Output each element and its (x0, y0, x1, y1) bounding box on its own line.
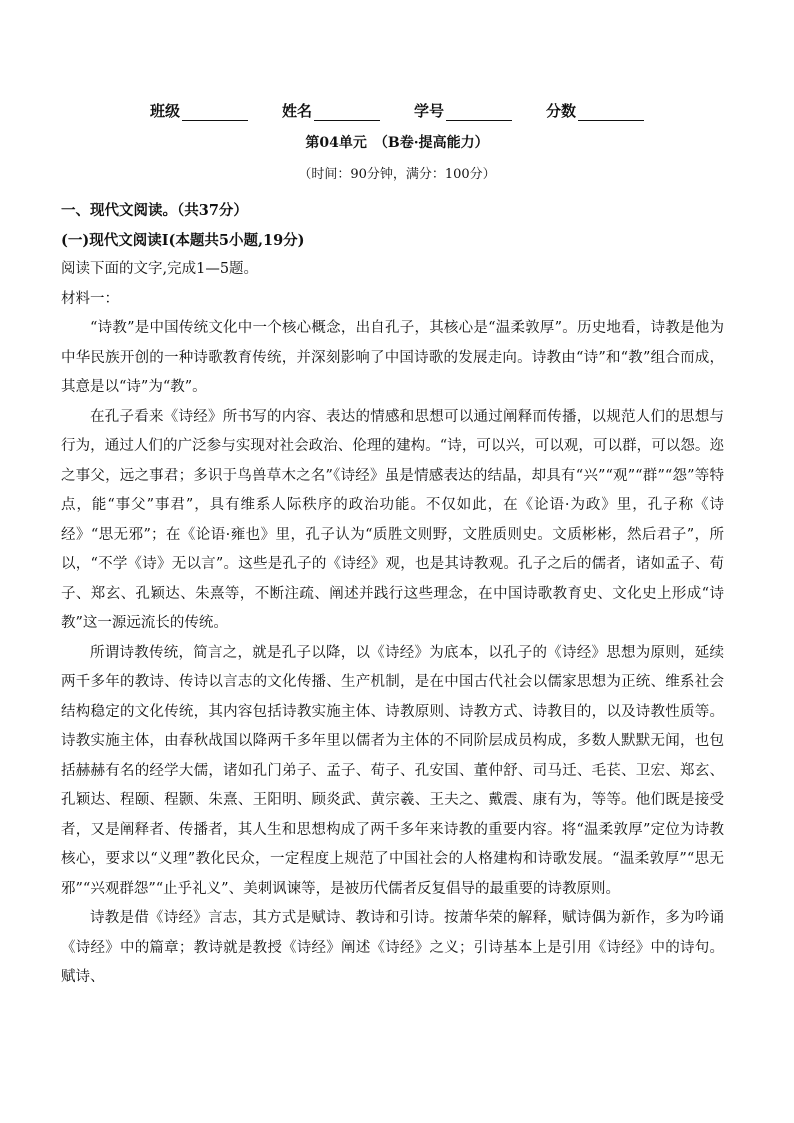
paragraph-2: 在孔子看来《诗经》所书写的内容、表达的情感和思想可以通过阐释而传播，以规范人们的思想与行为，通过人们的广泛参与实现对社会政治、伦理的建构。“诗，可以兴，可以观，可以群，可以怨。迩之事父，远之事君；多识于鸟兽草木之名”《诗经》虽是情感表达的结晶，却具有“兴”“观”“群”“怨”等特点，能“事父”事君”，具有维系人际秩序的政治功能。不仅如此，在《论语·为政》里，孔子称《诗经》“思无邪”；在《论语·雍也》里，孔子认为“质胜文则野，文胜质则史。文质彬彬，然后君子”，所以，“不学《诗》无以言”。这些是孔子的《诗经》观，也是其诗教观。孔子之后的儒者，诸如孟子、荀子、郑玄、孔颖达、朱熹等，不断注疏、阐述并践行这些理念，在中国诗歌教育史、文化史上形成“诗教”这一源远流长的传统。 (61, 408, 724, 631)
reading-section (61, 196, 724, 993)
class-label: 班级 (149, 102, 180, 120)
reading-instruction: 阅读下面的文字,完成1—5题。 (61, 261, 259, 277)
student-id-blank[interactable] (446, 104, 512, 121)
score-blank[interactable] (578, 104, 644, 121)
name-field[interactable] (282, 100, 380, 121)
name-blank[interactable] (314, 104, 380, 121)
student-info-fields (0, 100, 794, 121)
exam-time-info: （时间：90分钟，满分：100分） (298, 167, 496, 182)
paragraph-1: “诗教”是中国传统文化中一个核心概念，出自孔子，其核心是“温柔敦厚”。历史地看，诗教是他为中华民族开创的一种诗歌教育传统，并深刻影响了中国诗歌的发展走向。诗教由“诗”和“教”组合而成，其意是以“诗”为“教”。 (61, 320, 724, 395)
name-label: 姓名 (281, 102, 312, 120)
section-subheading: (一)现代文阅读Ⅰ(本题共5小题,19分) (61, 231, 305, 249)
class-field[interactable] (150, 100, 248, 121)
score-field[interactable] (546, 100, 644, 121)
student-id-label: 学号 (414, 102, 445, 120)
material-label: 材料一： (61, 290, 119, 307)
paragraph-4: 诗教是借《诗经》言志，其方式是赋诗、教诗和引诗。按萧华荣的解释，赋诗偶为新作，多为吟诵《诗经》中的篇章；教诗就是教授《诗经》阐述《诗经》之义；引诗基本上是引用《诗经》中的诗句。赋诗、 (61, 910, 724, 985)
page-title: 第04单元 （B卷·提高能力） (305, 135, 489, 151)
score-label: 分数 (546, 102, 577, 120)
student-id-field[interactable] (414, 100, 512, 121)
paragraph-3: 所谓诗教传统，简言之，就是孔子以降，以《诗经》为底本，以孔子的《诗经》思想为原则，延续两千多年的教诗、传诗以言志的文化传播、生产机制，是在中国古代社会以儒家思想为正统、维系社会结构稳定的文化传统，其内容包括诗教实施主体、诗教原则、诗教方式、诗教目的，以及诗教性质等。诗教实施主体，由春秋战国以降两千多年里以儒者为主体的不同阶层成员构成，多数人默默无闻，也包括赫赫有名的经学大儒，诸如孔门弟子、孟子、荀子、孔安国、董仲舒、司马迁、毛苌、卫宏、郑玄、孔颖达、程颐、程颢、朱熹、王阳明、顾炎武、黄宗羲、王夫之、戴震、康有为，等等。他们既是接受者，又是阐释者、传播者，其人生和思想构成了两千多年来诗教的重要内容。将“温柔敦厚”定位为诗教核心，要求以“义理”教化民众，一定程度上规范了中国社会的人格建构和诗歌发展。“温柔敦厚”“思无邪”“兴观群怨”“止乎礼义”、美刺讽谏等，是被历代儒者反复倡导的最重要的诗教原则。 (61, 644, 724, 897)
class-blank[interactable] (182, 104, 248, 121)
section-heading: 一、现代文阅读。（共37分） (61, 202, 248, 219)
